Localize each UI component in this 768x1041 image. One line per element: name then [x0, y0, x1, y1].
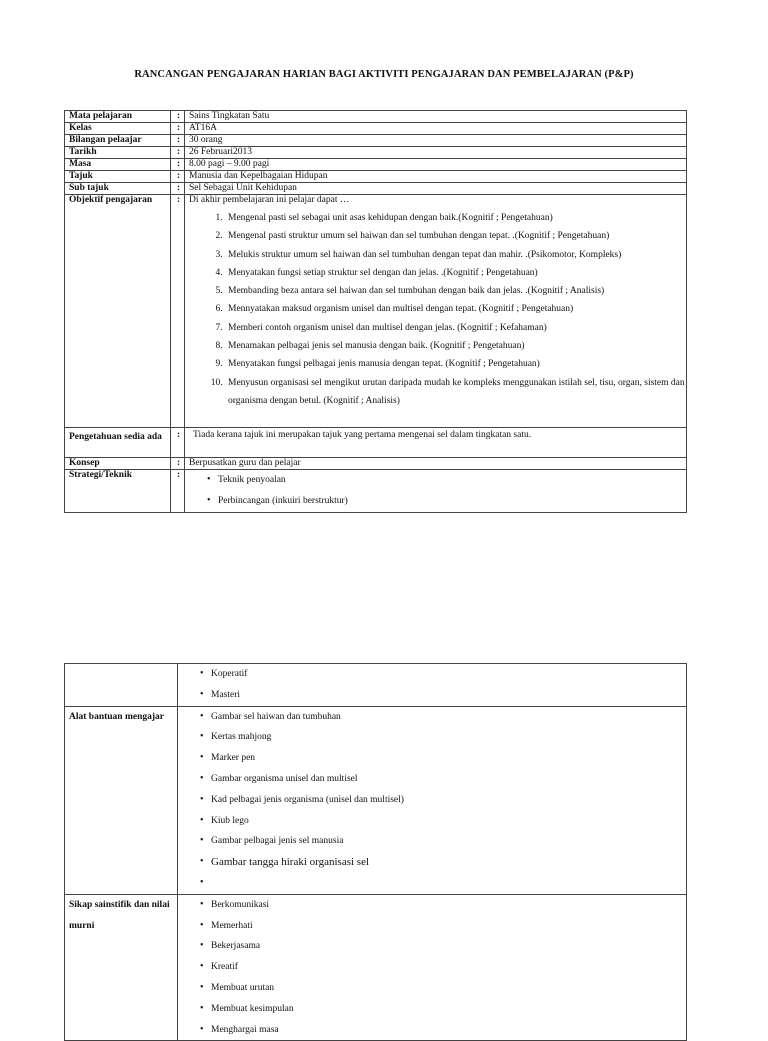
row-value — [185, 470, 687, 513]
objective-intro: Di akhir pembelajaran ini pelajar dapat … — [189, 195, 350, 205]
row-label: Pengetahuan sedia ada — [65, 428, 171, 458]
row-value: AT16A — [185, 123, 687, 135]
list-item: • Berkomunikasi — [200, 895, 686, 916]
row-colon: : — [171, 135, 185, 147]
objective-item: 2. Mengenal pasti struktur umum sel haiwan dan sel tumbuhan dengan tepat. .(Kognitif ; Pengetahuan) — [225, 227, 686, 245]
row-label: Objektif pengajaran — [65, 195, 171, 428]
list-item: • Kertas mahjong — [200, 727, 686, 748]
row-colon: : — [171, 159, 185, 171]
row-konsep — [65, 458, 687, 470]
list-item: • Membuat urutan — [200, 978, 686, 999]
objective-item: 6. Mennyatakan maksud organism unisel dan multisel dengan tepat. (Kognitif ; Pengetahuan) — [225, 300, 686, 318]
row-strategi — [65, 470, 687, 513]
row-colon: : — [171, 183, 185, 195]
list-item: • Membuat kesimpulan — [200, 999, 686, 1020]
list-item: • Kiub lego — [200, 811, 686, 832]
list-item: • Menghargai masa — [200, 1020, 686, 1041]
row-masa — [65, 159, 687, 171]
strategy-list — [189, 470, 686, 512]
row-strategi-continued — [65, 664, 687, 707]
list-item: • Memerhati — [200, 916, 686, 937]
objective-item: 10. Menyusun organisasi sel mengikut urutan daripada mudah ke kompleks menggunakan istilah sel, tisu, organ, sistem dan organisma dengan betul. (Kognitif ; Analisis) — [225, 374, 686, 411]
row-tajuk — [65, 171, 687, 183]
row-label: Tarikh — [65, 147, 171, 159]
lesson-plan-table — [64, 110, 687, 513]
objective-item: 5. Membanding beza antara sel haiwan dan sel tumbuhan dengan baik dan jelas. .(Kognitif ; Analisis) — [225, 282, 686, 300]
objective-list — [189, 209, 686, 410]
row-label: Sikap sainstifik dan nilai murni — [65, 894, 178, 1041]
list-item: • Bekerjasama — [200, 936, 686, 957]
objective-item: 9. Menyatakan fungsi pelbagai jenis manusia dengan tepat. (Kognitif ; Pengetahuan) — [225, 355, 686, 373]
strategy-list — [182, 664, 686, 706]
row-label: Masa — [65, 159, 171, 171]
objective-item: 3. Melukis struktur umum sel haiwan dan sel tumbuhan dengan tepat dan mahir. .(Psikomotor, Kompleks) — [225, 246, 686, 264]
row-value — [178, 706, 687, 894]
row-kelas — [65, 123, 687, 135]
list-item: • Masteri — [200, 685, 686, 706]
row-colon: : — [171, 111, 185, 123]
row-label: Konsep — [65, 458, 171, 470]
teaching-aids-list — [182, 707, 686, 894]
list-item: • Koperatif — [200, 664, 686, 685]
row-sub-tajuk — [65, 183, 687, 195]
list-item: • Teknik penyoalan — [207, 470, 686, 491]
list-item — [200, 873, 686, 894]
row-label: Tajuk — [65, 171, 171, 183]
row-label: Sub tajuk — [65, 183, 171, 195]
list-item: • Marker pen — [200, 748, 686, 769]
row-label: Kelas — [65, 123, 171, 135]
objective-item: 7. Memberi contoh organism unisel dan multisel dengan jelas. (Kognitif ; Kefahaman) — [225, 319, 686, 337]
list-item: • Kad pelbagai jenis organisma (unisel dan multisel) — [200, 790, 686, 811]
page-title: RANCANGAN PENGAJARAN HARIAN BAGI AKTIVITI PENGAJARAN DAN PEMBELAJARAN (P&P) — [134, 69, 634, 80]
list-item: • Gambar organisma unisel dan multisel — [200, 769, 686, 790]
objective-item: 4. Menyatakan fungsi setiap struktur sel dengan dan jelas. .(Kognitif ; Pengetahuan) — [225, 264, 686, 282]
row-value: Tiada kerana tajuk ini merupakan tajuk yang pertama mengenai sel dalam tingkatan satu. — [185, 428, 687, 458]
row-value: Berpusatkan guru dan pelajar — [185, 458, 687, 470]
objective-item: 1. Mengenal pasti sel sebagai unit asas kehidupan dengan baik.(Kognitif ; Pengetahuan) — [225, 209, 686, 227]
row-label: Alat bantuan mengajar — [65, 706, 178, 894]
row-value — [178, 664, 687, 707]
row-value: Sains Tingkatan Satu — [185, 111, 687, 123]
row-pengetahuan — [65, 428, 687, 458]
row-colon: : — [171, 147, 185, 159]
list-item: • Gambar pelbagai jenis sel manusia — [200, 831, 686, 852]
row-label: Mata pelajaran — [65, 111, 171, 123]
row-value: Sel Sebagai Unit Kehidupan — [185, 183, 687, 195]
row-sikap — [65, 894, 687, 1041]
list-item: • Perbincangan (inkuiri berstruktur) — [207, 491, 686, 512]
row-colon: : — [171, 470, 185, 513]
row-bilangan — [65, 135, 687, 147]
list-item: • Kreatif — [200, 957, 686, 978]
row-colon: : — [171, 428, 185, 458]
row-alat-bantuan — [65, 706, 687, 894]
row-mata-pelajaran — [65, 111, 687, 123]
attitudes-list — [182, 895, 686, 1041]
row-objektif — [65, 195, 687, 428]
row-colon: : — [171, 195, 185, 428]
row-value: 30 orang — [185, 135, 687, 147]
objective-item: 8. Menamakan pelbagai jenis sel manusia dengan baik. (Kognitif ; Pengetahuan) — [225, 337, 686, 355]
list-item: • Gambar sel haiwan dan tumbuhan — [200, 707, 686, 728]
row-value: 26 Februari2013 — [185, 147, 687, 159]
row-label — [65, 664, 178, 707]
row-value — [178, 894, 687, 1041]
row-tarikh — [65, 147, 687, 159]
row-colon: : — [171, 458, 185, 470]
row-colon: : — [171, 171, 185, 183]
lesson-plan-table-continued — [64, 663, 687, 1041]
row-label: Bilangan pelaajar — [65, 135, 171, 147]
row-value: Manusia dan Kepelbagaian Hidupan — [185, 171, 687, 183]
row-value: 8.00 pagi – 9.00 pagi — [185, 159, 687, 171]
row-label: Strategi/Teknik — [65, 470, 171, 513]
row-colon: : — [171, 123, 185, 135]
list-item: • Gambar tangga hiraki organisasi sel — [200, 852, 686, 873]
row-value — [185, 195, 687, 428]
